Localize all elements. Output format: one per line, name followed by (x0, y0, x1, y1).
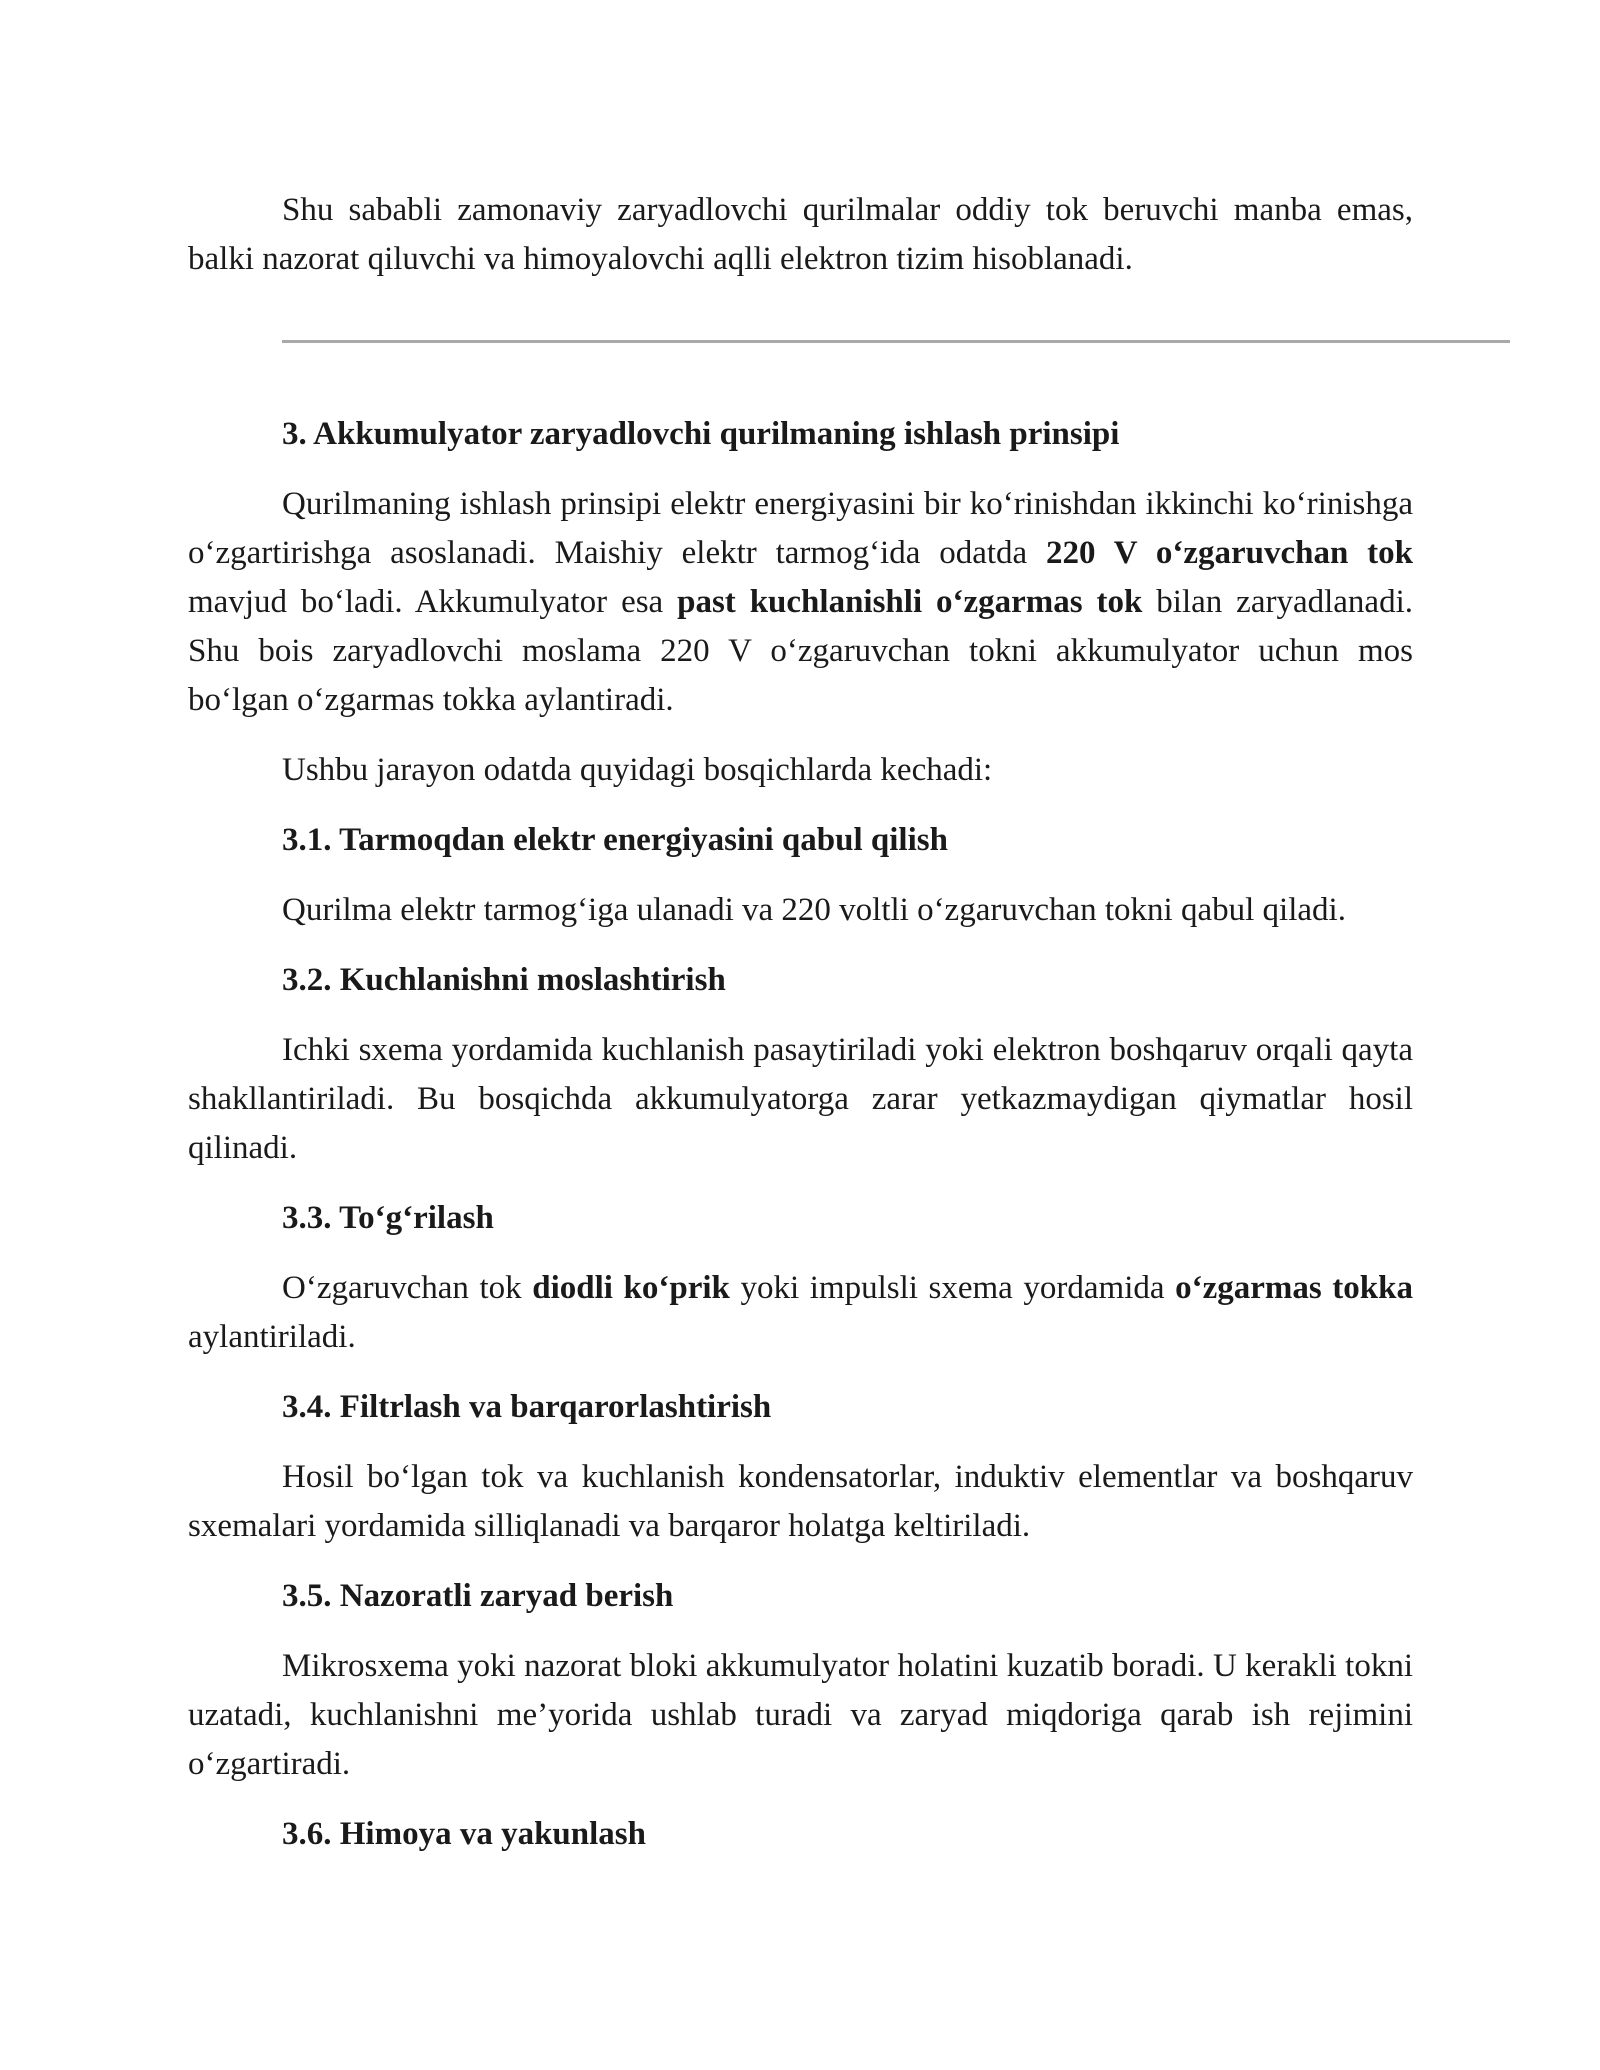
section-3-heading: 3. Akkumulyator zaryadlovchi qurilmaning ishlash prinsipi (282, 416, 1120, 452)
section-3-paragraph-2: Ushbu jarayon odatda quyidagi bosqichlarda kechadi: (282, 752, 993, 788)
step-3-2-text: Ichki sxema yordamida kuchlanish pasaytiriladi yoki elektron boshqaruv orqali qayta shakllantiriladi. Bu bosqichda akkumulyatorga zarar yetkazmaydigan qiymatlar hosil qilinadi. (188, 1032, 1413, 1166)
step-3-3-heading: 3.3. To‘g‘rilash (282, 1200, 494, 1236)
section-3-paragraph-1: Qurilmaning ishlash prinsipi elektr energiyasini bir ko‘rinishdan ikkinchi ko‘rinishga o‘zgartirishga asoslanadi. Maishiy elektr tarmog‘ida odatda 220 V o‘zgaruvchan tok mavjud bo‘ladi. Akkumulyator esa past kuchlanishli o‘zgarmas tok bilan zaryadlanadi. Shu bois zaryadlovchi moslama 220 V o‘zgaruvchan tokni akkumulyator uchun mos bo‘lgan o‘zgarmas tokka aylantiradi. (188, 486, 1413, 718)
step-3-1-text: Qurilma elektr tarmog‘iga ulanadi va 220 voltli o‘zgaruvchan tokni qabul qiladi. (282, 892, 1346, 928)
bold-term: 220 V o‘zgaruvchan tok (1046, 535, 1413, 571)
step-3-5-text: Mikrosxema yoki nazorat bloki akkumulyator holatini kuzatib boradi. U kerakli tokni uzatadi, kuchlanishni me’yorida ushlab turadi va zaryad miqdoriga qarab ish rejimini o‘zgartiradi. (188, 1648, 1413, 1782)
step-3-4-heading: 3.4. Filtrlash va barqarorlashtirish (282, 1389, 772, 1425)
bold-term: diodli ko‘prik (532, 1270, 730, 1306)
step-3-5-heading: 3.5. Nazoratli zaryad berish (282, 1578, 674, 1614)
step-3-1-heading: 3.1. Tarmoqdan elektr energiyasini qabul qilish (282, 822, 948, 858)
intro-paragraph: Shu sababli zamonaviy zaryadlovchi qurilmalar oddiy tok beruvchi manba emas, balki nazorat qiluvchi va himoyalovchi aqlli elektron tizim hisoblanadi. (188, 192, 1413, 277)
step-3-4-text: Hosil bo‘lgan tok va kuchlanish kondensatorlar, induktiv elementlar va boshqaruv sxemalari yordamida silliqlanadi va barqaror holatga keltiriladi. (188, 1459, 1413, 1544)
step-3-3-text: O‘zgaruvchan tok diodli ko‘prik yoki impulsli sxema yordamida o‘zgarmas tokka aylantiriladi. (188, 1270, 1414, 1355)
step-3-2-heading: 3.2. Kuchlanishni moslashtirish (282, 962, 726, 998)
bold-term: past kuchlanishli o‘zgarmas tok (677, 584, 1143, 620)
document-page (188, 186, 1413, 1859)
step-3-6-heading: 3.6. Himoya va yakunlash (282, 1816, 646, 1852)
bold-term: o‘zgarmas tokka (1175, 1270, 1414, 1306)
